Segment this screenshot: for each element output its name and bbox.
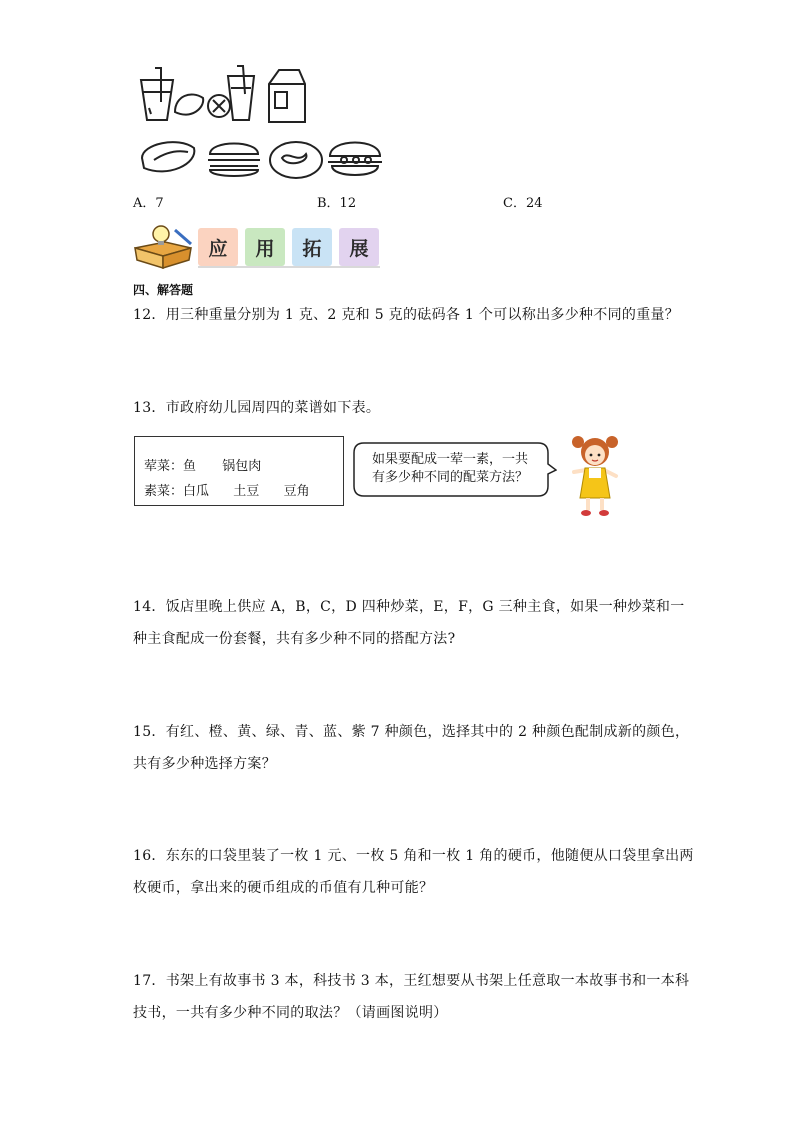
option-b: B．12 [317, 196, 357, 211]
question-17-line-2: 技书，一共有多少种不同的取法？（请画图说明） [133, 1005, 448, 1021]
food-icons-row2 [138, 134, 384, 182]
menu-table [134, 436, 344, 506]
menu-veg-item-2: 土豆 [233, 484, 260, 499]
banner-tile-4 [339, 228, 379, 266]
girl-character-icon [566, 432, 624, 518]
question-14-line-2: 种主食配成一份套餐，共有多少种不同的搭配方法? [133, 631, 456, 647]
banner-tile-1-label: 应 [208, 237, 228, 260]
speech-bubble-text [372, 451, 528, 487]
taco-icon [142, 142, 194, 171]
question-17-line-1: 17．书架上有故事书 3 本，科技书 3 本，王红想要从书架上任意取一本故事书和一本科 [133, 973, 690, 989]
menu-veg-row [144, 480, 310, 499]
question-16 [133, 842, 694, 902]
banner-tile-1 [198, 228, 238, 266]
speech-bubble-line-2: 有多少种不同的配菜方法？ [372, 470, 529, 485]
sandwich-icon [328, 143, 382, 176]
question-13: 13．市政府幼儿园周四的菜谱如下表。 [133, 400, 381, 416]
open-box-lightbulb-icon [131, 222, 197, 270]
lemon-icon [175, 94, 203, 114]
speech-bubble-line-1: 如果要配成一荤一素，一共 [372, 452, 529, 467]
menu-veg-label: 素菜：白瓜 [144, 484, 210, 499]
banner-tile-4-label: 展 [349, 237, 369, 260]
banner-tile-3 [292, 228, 332, 266]
question-14-line-1: 14．饭店里晚上供应 A，B，C，D 四种炒菜，E，F，G 三种主食，如果一种炒菜和一 [133, 599, 685, 615]
drink-and-food-icons-row1 [133, 64, 313, 126]
menu-meat-label: 荤菜：鱼 [144, 459, 197, 474]
burger-icon [208, 144, 260, 177]
banner-underline [198, 266, 380, 268]
banner-tile-2 [245, 228, 285, 266]
question-15 [133, 718, 689, 778]
menu-veg-item-3: 豆角 [283, 484, 310, 499]
question-15-line-1: 15．有红、橙、黄、绿、青、蓝、紫 7 种颜色，选择其中的 2 种颜色配制成新的颜色， [133, 724, 690, 740]
juice-glass-icon [141, 68, 173, 120]
section-title: 四、解答题 [133, 283, 194, 297]
menu-meat-item-2: 锅包肉 [222, 459, 262, 474]
option-a: A．7 [133, 196, 164, 211]
question-12: 12．用三种重量分别为 1 克、2 克和 5 克的砝码各 1 个可以称出多少种不同的重量？ [133, 307, 680, 323]
banner-tile-3-label: 拓 [302, 237, 322, 260]
speech-bubble [352, 442, 557, 497]
question-17 [133, 967, 689, 1027]
question-16-line-2: 枚硬币，拿出来的硬币组成的币值有几种可能？ [133, 880, 434, 896]
question-15-line-2: 共有多少种选择方案？ [133, 756, 276, 772]
pasta-plate-icon [270, 142, 322, 178]
option-c: C．24 [503, 196, 543, 211]
banner-tile-2-label: 用 [255, 237, 275, 260]
menu-meat-row [144, 455, 261, 474]
question-14 [133, 593, 685, 653]
question-16-line-1: 16．东东的口袋里装了一枚 1 元、一枚 5 角和一枚 1 角的硬币，他随便从口袋里拿出两 [133, 848, 694, 864]
orange-juice-icon [208, 66, 254, 120]
milk-carton-icon [269, 70, 305, 122]
